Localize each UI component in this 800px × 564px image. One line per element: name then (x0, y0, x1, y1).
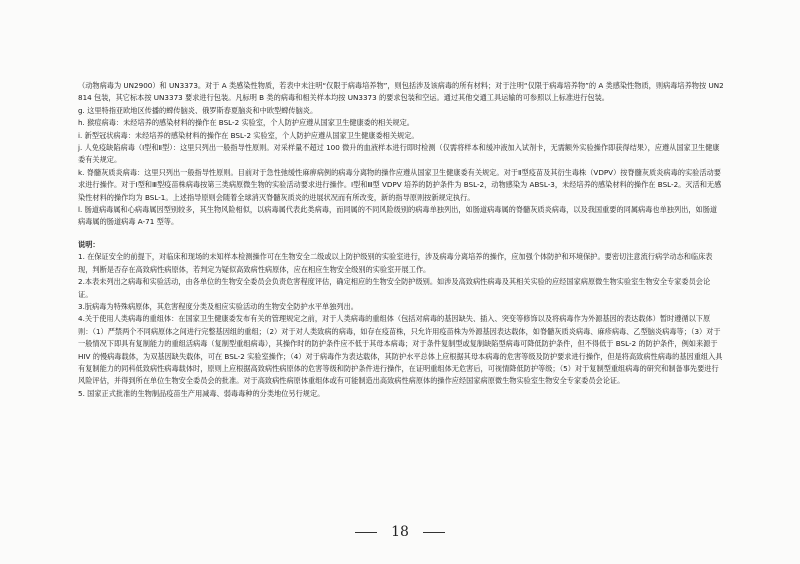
page-body (78, 80, 724, 400)
explanation-title: 说明： (78, 239, 100, 249)
note-h: h. 猴痘病毒：未经培养的感染材料的操作在 BSL-2 实验室，个人防护应遵从国家卫生健康委的相关规定。 (78, 118, 414, 128)
page-number: 18 (391, 524, 409, 540)
explanation-3: 3.朊病毒为特殊病原体，其危害程度分类及相应实验活动的生物安全防护水平单独列出。 (78, 301, 358, 311)
note-g: g. 这里特指亚欧地区传播的蜱传脑炎、俄罗斯春夏脑炎和中欧型蜱传脑炎。 (78, 105, 318, 115)
footer-dash-right (423, 532, 445, 533)
note-l: l. 肠道病毒属和心病毒属因型别较多，其生物风险相似，以病毒属代表此类病毒，而同属的不同风险级别的病毒单独列出，如肠道病毒属的脊髓灰质炎病毒，以及我国重要的同属病毒也单独列出，如肠道病毒属的肠道病毒 A-71 型等。 (78, 205, 718, 227)
explanation-2: 2.本表未列出之病毒和实验活动，由各单位的生物安全委员会负责危害程度评估，确定相应的生物安全防护级别。如涉及高致病性病毒及其相关实验的应经国家病原微生物实验室生物安全专家委员会论证。 (78, 277, 711, 299)
footer-dash-left (355, 532, 377, 533)
explanation-5: 5. 国家正式批准的生物制品疫苗生产用减毒、弱毒毒种的分类地位另行规定。 (78, 388, 325, 398)
section-gap (78, 229, 724, 239)
note-i: i. 新型冠状病毒：未经培养的感染材料的操作在 BSL-2 实验室，个人防护应遵从国家卫生健康委相关规定。 (78, 130, 419, 140)
explanation-4: 4.关于使用人类病毒的重组体：在国家卫生健康委发布有关的管理规定之前，对于人类病毒的重组体（包括对病毒的基因缺失、插入、突变等修饰以及将病毒作为外源基因的表达载体）暂时遵循以下原则：（1）严禁两个不同病原体之间进行完整基因组的重组；（2）对于对人类致病的病毒，如存在疫苗株，只允许用疫苗株为外源基因表达载体，如脊髓灰质炎病毒、麻疹病毒、乙型脑炎病毒等；（3）对于一般情况下即具有复制能力的重组活病毒（复制型重组病毒），其操作时的防护条件应不低于其母本病毒；对于条件复制型或复制缺陷型病毒可降低防护条件，但不得低于 BSL-2 的防护条件，例如来源于 HIV 的慢病毒载体，为双基因缺失载体，可在 BSL-2 实验室操作；（4）对于病毒作为表达载体，其防护水平总体上应根据其母本病毒的危害等级及防护要求进行操作，但是将高致病性病毒的基因重组入具有复制能力的同科低致病性病毒载体时，原则上应根据高致病性病原体的危害等级和防护条件进行操作，在证明重组体无危害后，可视情降低防护等级；（5）对于复制型重组病毒的研究和制备事先要进行风险评估，并得到所在单位生物安全委员会的批准。对于高致病性病原体重组体或有可能制造出高致病性病原体的操作应经国家病原微生物实验室生物安全专家委员会论证。 (78, 314, 723, 386)
explanation-1: 1. 在保证安全的前提下，对临床和现场的未知样本检测操作可在生物安全二级或以上防护级别的实验室进行，涉及病毒分离培养的操作，应加强个体防护和环境保护。要密切注意流行病学动态和临床表现，判断是否存在高致病性病原体，若判定为疑似高致病性病原体，应在相应生物安全级别的实验室开展工作。 (78, 252, 713, 274)
note-j: j. 人免疫缺陷病毒（Ⅰ型和Ⅱ型）：这里只列出一般指导性原则。对采样量不超过 100 微升的血液样本进行即时检测（仅需将样本和缓冲液加入试剂卡，无需额外实验操作即获得结果），应遵从国家卫生健康委有关规定。 (78, 143, 720, 165)
note-paragraph: （动物病毒为 UN2900）和 UN3373。对于 A 类感染性物质，若表中未注明“仅限于病毒培养物”，则包括涉及该病毒的所有材料；对于注明“仅限于病毒培养物”的 A 类感染性物质，则病毒培养物按 UN2814 包装，其它标本按 UN3373 要求进行包装。凡标明 B 类的病毒和相关样本均按 UN3373 的要求包装和空运。通过其他交通工具运输的可参照以上标准进行包装。 (78, 81, 724, 103)
note-k: k. 脊髓灰质炎病毒：这里只列出一般指导性原则。目前对于急性弛缓性麻痹病例的病毒分离物的操作应遵从国家卫生健康委有关规定。对于Ⅱ型疫苗及其衍生毒株（VDPV）按脊髓灰质炎病毒的实验活动要求进行操作。对于Ⅰ型和Ⅲ型疫苗株病毒按第三类病原微生物的实验活动要求进行操作。Ⅰ型和Ⅲ型 VDPV 培养的防护条件为 BSL-2，动物感染为 ABSL-3，未经培养的感染材料的操作在 BSL-2。灭活和无感染性材料的操作均为 BSL-1。上述指导原则会随着全球消灭脊髓灰质炎的进展状况而有所改变，新的指导原则按新规定执行。 (78, 167, 722, 202)
page-footer (0, 524, 800, 540)
